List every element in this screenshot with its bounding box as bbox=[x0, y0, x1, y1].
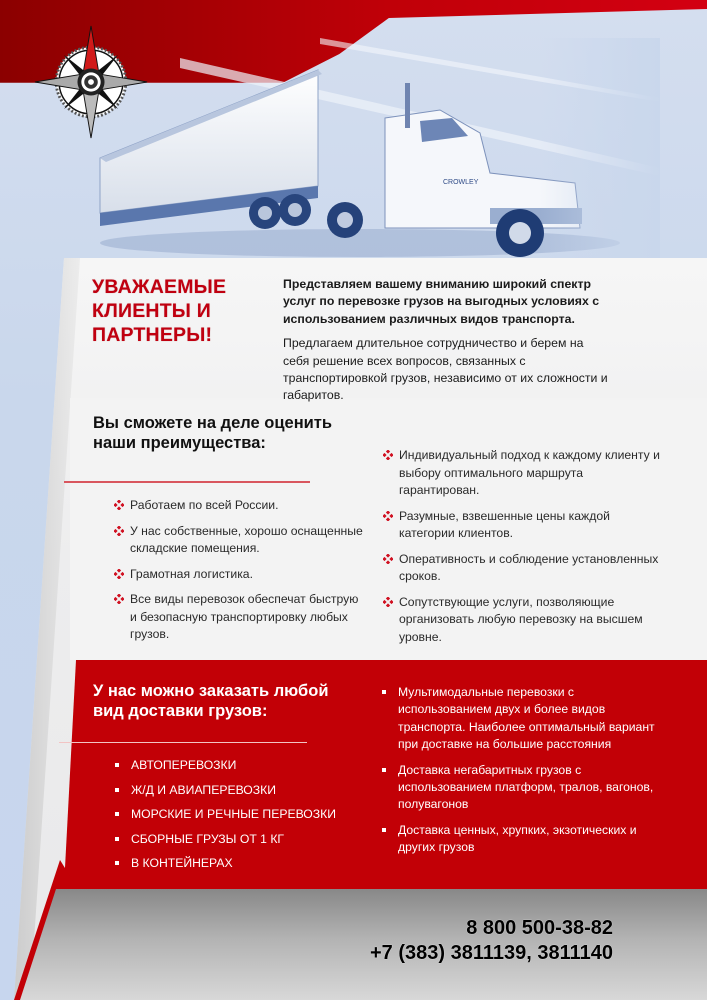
list-item bbox=[114, 497, 364, 515]
list-item bbox=[114, 566, 364, 584]
advantage-text: Грамотная логистика. bbox=[130, 566, 253, 581]
red-diamond-bullet-icon bbox=[383, 450, 393, 460]
services-list-right bbox=[381, 684, 661, 865]
truck-photo bbox=[60, 38, 660, 260]
list-item bbox=[114, 806, 364, 823]
list-item bbox=[383, 508, 663, 543]
intro-paragraph: Предлагаем длительное сотрудничество и берем на себя решение всех вопросов, связанных с транспортировкой грузов, независимо от их сложности и габаритов. bbox=[283, 336, 608, 403]
red-diamond-bullet-icon bbox=[114, 569, 124, 579]
list-item bbox=[381, 822, 661, 857]
white-square-bullet-icon bbox=[382, 690, 386, 694]
advantage-text: Работаем по всей России. bbox=[130, 498, 279, 512]
services-divider bbox=[59, 742, 307, 743]
white-square-bullet-icon bbox=[382, 768, 386, 772]
list-item bbox=[114, 523, 364, 558]
service-text: Доставка ценных, хрупких, экзотических и других грузов bbox=[398, 822, 637, 855]
advantages-list-right bbox=[383, 447, 663, 654]
advantage-text: Сопутствующие услуги, позволяющие организовать любую перевозку на высшем уровне. bbox=[399, 594, 643, 644]
advantages-list-left bbox=[114, 497, 364, 652]
service-text: В КОНТЕЙНЕРАХ bbox=[131, 856, 233, 870]
red-diamond-bullet-icon bbox=[383, 597, 393, 607]
service-text: Ж/Д И АВИАПЕРЕВОЗКИ bbox=[131, 782, 277, 797]
phone-secondary[interactable]: +7 (383) 3811139, 3811140 bbox=[369, 942, 613, 964]
list-item bbox=[383, 551, 663, 586]
list-item bbox=[381, 684, 661, 754]
list-item bbox=[383, 594, 663, 647]
red-diamond-bullet-icon bbox=[114, 526, 124, 536]
intro-paragraph: Представляем вашему вниманию широкий спектр услуг по перевозке грузов на выгодных условиях с использованием различных видов транспорта. bbox=[283, 277, 600, 326]
red-diamond-bullet-icon bbox=[383, 511, 393, 521]
list-item bbox=[114, 855, 364, 872]
compass-rose-icon bbox=[33, 24, 149, 140]
red-diamond-bullet-icon bbox=[114, 594, 124, 604]
intro-text bbox=[283, 276, 613, 412]
services-title: У нас можно заказать любой вид доставки грузов: bbox=[93, 682, 329, 720]
advantage-text: Все виды перевозок обеспечат быструю и безопасную транспортировку любых грузов. bbox=[130, 592, 359, 641]
white-square-bullet-icon bbox=[115, 788, 119, 792]
phone-primary[interactable]: 8 800 500-38-82 bbox=[466, 917, 613, 939]
list-item bbox=[114, 591, 364, 644]
list-item bbox=[114, 782, 364, 799]
service-text: Доставка негабаритных грузов с использованием платформ, тралов, вагонов, полувагонов bbox=[398, 762, 654, 812]
advantage-text: У нас собственные, хорошо оснащенные складские помещения. bbox=[130, 523, 363, 555]
list-item bbox=[383, 447, 663, 500]
advantages-divider bbox=[64, 481, 310, 483]
list-item bbox=[381, 762, 661, 814]
advantages-title: Вы сможете на деле оценить наши преимущества: bbox=[93, 414, 333, 452]
list-item bbox=[114, 757, 364, 774]
white-square-bullet-icon bbox=[115, 763, 119, 767]
advantage-text: Разумные, взвешенные цены каждой категории клиентов. bbox=[399, 508, 610, 540]
service-text: СБОРНЫЕ ГРУЗЫ ОТ 1 КГ bbox=[131, 831, 285, 846]
service-text: АВТОПЕРЕВОЗКИ bbox=[131, 758, 237, 772]
white-square-bullet-icon bbox=[115, 837, 119, 841]
service-text: МОРСКИЕ И РЕЧНЫЕ ПЕРЕВОЗКИ bbox=[131, 807, 337, 821]
white-square-bullet-icon bbox=[115, 812, 119, 816]
list-item bbox=[114, 831, 364, 848]
white-square-bullet-icon bbox=[115, 861, 119, 865]
advantage-text: Оперативность и соблюдение установленных сроков. bbox=[399, 551, 659, 583]
services-list-left bbox=[114, 757, 364, 880]
advantage-text: Индивидуальный подход к каждому клиенту и выбору оптимального маршрута гарантирован. bbox=[399, 448, 660, 497]
contact-phones bbox=[370, 916, 613, 966]
red-diamond-bullet-icon bbox=[383, 554, 393, 564]
white-square-bullet-icon bbox=[382, 828, 386, 832]
greeting-title: УВАЖАЕМЫЕ КЛИЕНТЫ И ПАРТНЕРЫ! bbox=[92, 276, 227, 346]
service-text: Мультимодальные перевозки с использованием двух и более видов транспорта. Наиболее оптимальный вариант при доставке на большие расстояния bbox=[398, 685, 655, 752]
red-diamond-bullet-icon bbox=[114, 500, 124, 510]
